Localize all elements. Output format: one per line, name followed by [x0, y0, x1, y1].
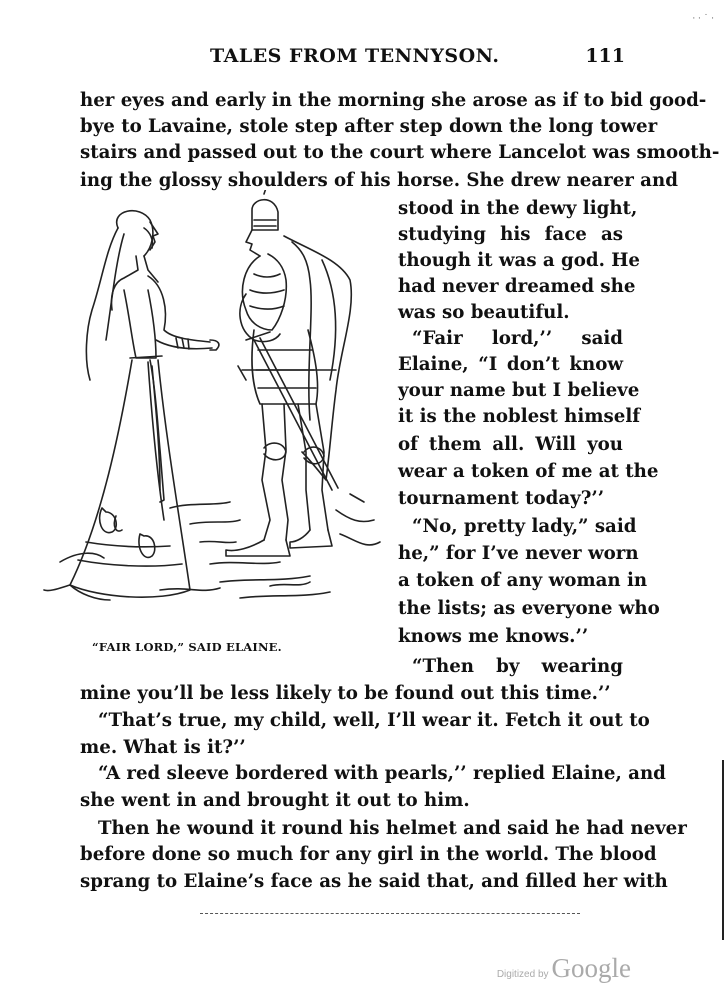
text-line: she went in and brought it out to him.: [80, 790, 470, 811]
watermark-prefix: Digitized by: [496, 969, 549, 980]
page-number: 111: [585, 45, 625, 67]
text-line: he,” for I’ve never worn: [398, 543, 639, 564]
text-line: studying his face as: [398, 224, 623, 245]
text-line: ing the glossy shoulders of his horse. She drew nearer and: [80, 170, 678, 191]
text-line: “That’s true, my child, well, I’ll wear it. Fetch it out to: [98, 710, 650, 731]
text-line: me. What is it?’’: [80, 737, 246, 758]
google-logo: Google: [551, 953, 631, 983]
text-line: was so beautiful.: [398, 302, 570, 323]
text-line: had never dreamed she: [398, 276, 636, 297]
text-line: the lists; as everyone who: [398, 598, 660, 619]
illustration-elaine-lancelot: [40, 190, 385, 630]
text-line: Then he wound it round his helmet and said he had never: [98, 818, 687, 839]
text-line: Elaine, “I don’t know: [398, 354, 623, 375]
text-line: before done so much for any girl in the world. The blood: [80, 844, 657, 865]
text-line: her eyes and early in the morning she arose as if to bid good-: [80, 90, 707, 111]
text-line: bye to Lavaine, stole step after step down the long tower: [80, 116, 658, 137]
text-line: mine you’ll be less likely to be found out this time.’’: [80, 683, 611, 704]
text-line: “Then by wearing: [412, 656, 623, 677]
text-line: of them all. Will you: [398, 434, 623, 455]
text-line: though it was a god. He: [398, 250, 641, 271]
text-line: “No, pretty lady,” said: [412, 516, 637, 537]
scan-specks: · · ˙ ·: [692, 14, 714, 24]
text-line: “Fair lord,’’ said: [412, 328, 623, 349]
text-line: stairs and passed out to the court where Lancelot was smooth-: [80, 142, 720, 163]
text-line: wear a token of me at the: [398, 461, 659, 482]
text-line: knows me knows.’’: [398, 626, 589, 647]
text-line: tournament today?’’: [398, 488, 605, 509]
digitized-watermark: [497, 953, 631, 984]
text-line: your name but I believe: [398, 380, 640, 401]
page-header: [80, 45, 625, 73]
illustration-caption: “FAIR LORD,” SAID ELAINE.: [92, 640, 282, 654]
text-line: sprang to Elaine’s face as he said that, and filled her with: [80, 871, 668, 892]
text-line: stood in the dewy light,: [398, 198, 638, 219]
scan-margin-line: [722, 760, 724, 940]
text-line: “A red sleeve bordered with pearls,’’ replied Elaine, and: [98, 763, 666, 784]
text-line: a token of any woman in: [398, 570, 648, 591]
text-line: it is the noblest himself: [398, 406, 641, 427]
page-footer-rule: [200, 913, 580, 914]
running-head: TALES FROM TENNYSON.: [210, 45, 500, 67]
